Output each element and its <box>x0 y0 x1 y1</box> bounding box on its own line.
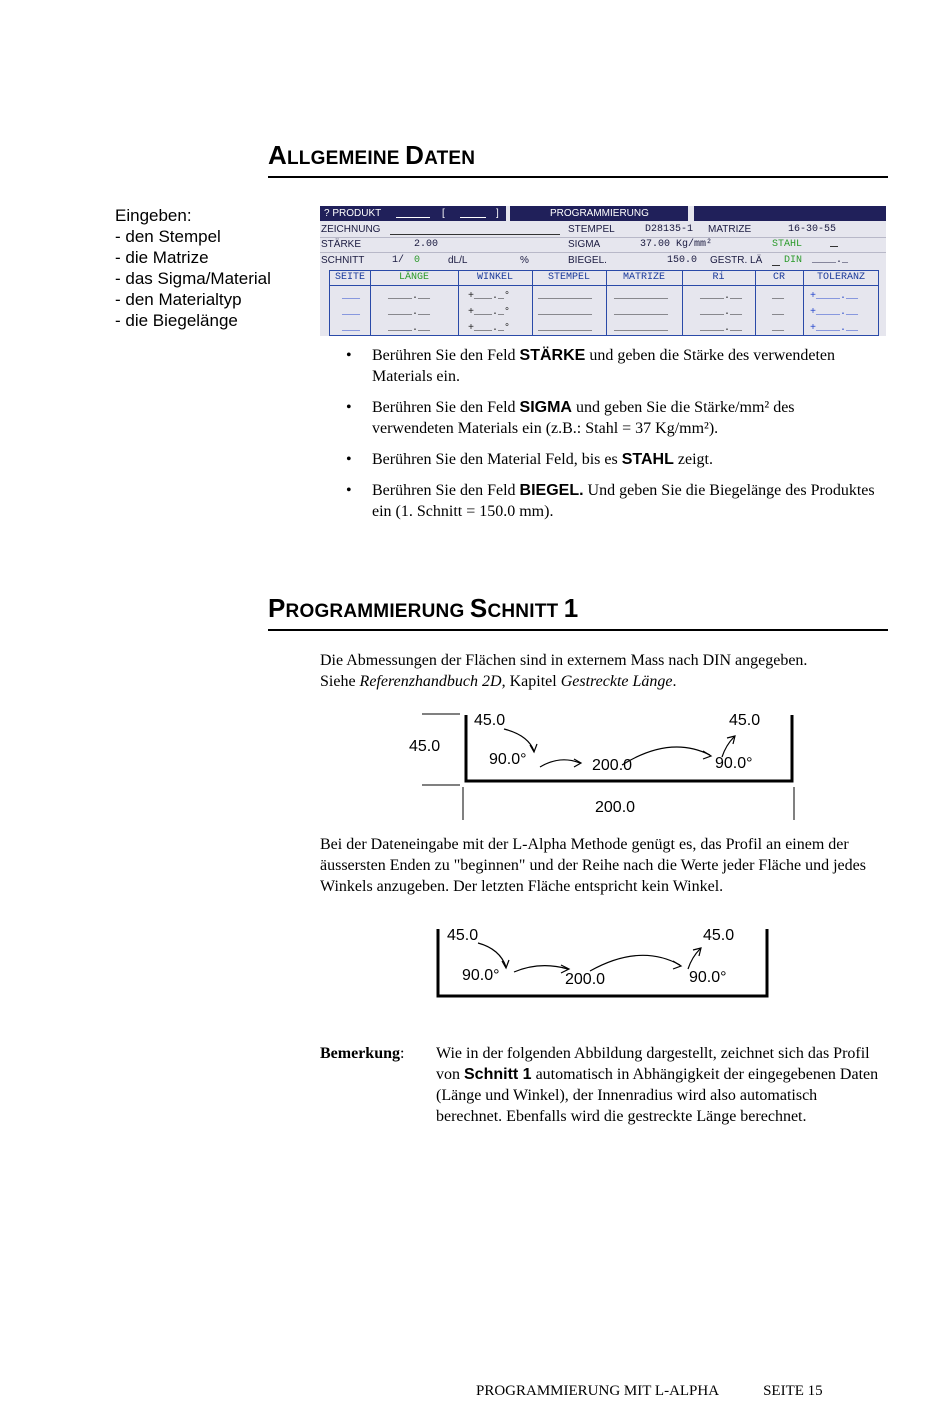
dl-label: dL/L <box>448 255 468 266</box>
arrow-icon <box>590 955 680 971</box>
column-header-seite: SEITE <box>334 272 365 283</box>
matrize-label: MATRIZE <box>708 224 752 235</box>
dimension-paragraph: Die Abmessungen der Flächen sind in externem Mass nach DIN angegeben. Siehe Referenzhandbuch 2D, Kapitel Gestreckte Länge. <box>320 652 808 690</box>
cell-toleranz: +____.__ <box>810 291 859 302</box>
arrow-icon <box>478 943 506 967</box>
input-list-item: - die Biegelänge <box>115 311 238 330</box>
cell-winkel: +___._° <box>468 291 511 302</box>
bullet-icon: • <box>346 482 352 499</box>
arrow-icon <box>574 759 581 767</box>
cell-seite: ___ <box>342 291 361 302</box>
arrow-icon <box>540 760 580 767</box>
bullet-icon: • <box>346 451 352 468</box>
cell-toleranz: +____.__ <box>810 323 859 334</box>
biegel-label: BIEGEL. <box>568 255 607 266</box>
section-title-allgemeine-daten: ALLGEMEINE DATEN <box>268 140 888 178</box>
zeichnung-field <box>390 234 560 235</box>
note-label: Bemerkung: <box>320 1045 405 1062</box>
gestr-label: GESTR. LÄ <box>710 255 763 266</box>
input-list-heading: Eingeben: <box>115 206 192 225</box>
product-number-field <box>460 206 486 218</box>
instruction-item: • Berühren Sie den Material Feld, bis es STAHL zeigt. <box>346 451 713 468</box>
cell-cr: __ <box>772 307 785 318</box>
din-value: ____._ <box>812 255 849 266</box>
page-footer <box>476 1383 823 1400</box>
staerke-label: STÄRKE <box>321 239 362 250</box>
cell-ri: ____.__ <box>700 323 743 334</box>
cell-winkel: +___._° <box>468 307 511 318</box>
row-schnitt <box>320 254 886 268</box>
row-staerke <box>320 238 886 252</box>
stempel-label: STEMPEL <box>568 224 615 235</box>
cell-laenge: ____.__ <box>388 291 431 302</box>
cell-cr: __ <box>772 323 785 334</box>
cell-cr: __ <box>772 291 785 302</box>
footer-chapter: PROGRAMMIERUNG MIT L-ALPHA <box>476 1383 720 1399</box>
arrow-icon <box>722 737 734 757</box>
input-list-item: - den Stempel <box>115 227 221 246</box>
arrow-icon <box>622 747 710 765</box>
base-length: 200.0 <box>592 757 633 774</box>
right-bend-angle: 90.0° <box>715 755 753 772</box>
l-alpha-paragraph: Bei der Dateneingabe mit der L-Alpha Methode genügt es, das Profil an einem der äussersten Enden zu "beginnen" und der Reihe nach die Werte jeder Fläche und jedes Winkels anzugeben. Der letzten Fläche entspricht kein Winkel. <box>320 836 866 895</box>
arrow-icon <box>504 729 534 751</box>
row-zeichnung <box>320 223 886 237</box>
product-field <box>396 206 430 218</box>
instruction-item: • Berühren Sie den Feld SIGMA und geben Sie die Stärke/mm² des verwendeten Materials ein (z.B.: Stahl = 37 Kg/mm²). <box>346 399 795 437</box>
input-list-item: - den Materialtyp <box>115 290 242 309</box>
cell-laenge: ____.__ <box>388 307 431 318</box>
column-header-toleranz: TOLERANZ <box>816 272 865 283</box>
cell-seite: ___ <box>342 307 361 318</box>
instruction-list <box>346 345 876 532</box>
cell-seite: ___ <box>342 323 361 334</box>
material-type-field <box>830 246 838 247</box>
cell-stempel: _________ <box>538 307 593 318</box>
input-list <box>115 205 271 331</box>
gestr-field <box>772 265 780 266</box>
stempel-value: D28135-1 <box>645 224 694 235</box>
overall-width-dimension: 200.0 <box>595 799 636 816</box>
row-divider <box>320 252 886 253</box>
biegel-value: 150.0 <box>667 255 698 266</box>
right-bend-angle: 90.0° <box>689 969 727 986</box>
percent-label: % <box>520 255 529 266</box>
cell-laenge: ____.__ <box>388 323 431 334</box>
cell-matrize: _________ <box>614 323 669 334</box>
bullet-icon: • <box>346 347 352 364</box>
zeichnung-label: ZEICHNUNG <box>321 224 381 235</box>
cell-stempel: _________ <box>538 323 593 334</box>
schnitt-label: SCHNITT <box>321 255 365 266</box>
note-text: Wie in der folgenden Abbildung dargestellt, zeichnet sich das Profil von Schnitt 1 automatisch in Abhängigkeit der eingegebenen Daten (Länge und Winkel), der Innenradius wird also automatisch berechnet. Ebenfalls wird die gestreckte Länge berechnet. <box>436 1045 879 1125</box>
sigma-value: 37.00 Kg/mm² <box>640 239 713 250</box>
section-title-programmierung-schnitt-1: PROGRAMMIERUNG SCHNITT 1 <box>268 593 888 631</box>
left-flange-length: 45.0 <box>474 712 506 729</box>
right-flange-length: 45.0 <box>703 927 735 944</box>
right-flange-length: 45.0 <box>729 712 761 729</box>
column-header-stempel: STEMPEL <box>547 272 590 283</box>
cell-ri: ____.__ <box>700 307 743 318</box>
header-bar-right <box>694 206 886 221</box>
material-value: STAHL <box>772 239 803 250</box>
column-header-winkel: WINKEL <box>476 272 513 283</box>
face-table <box>329 270 879 336</box>
column-header-laenge: LÄNGE <box>398 272 429 283</box>
cell-toleranz: +____.__ <box>810 307 859 318</box>
column-header-ri: Ri <box>712 272 725 283</box>
input-list-item: - das Sigma/Material <box>115 269 271 288</box>
arrow-icon <box>688 949 700 969</box>
matrize-value: 16-30-55 <box>788 224 837 235</box>
cell-stempel: _________ <box>538 291 593 302</box>
left-flange-length: 45.0 <box>447 927 479 944</box>
flange-height-dimension: 45.0 <box>409 738 441 755</box>
column-header-cr: CR <box>772 272 785 283</box>
din-label: DIN <box>784 255 803 266</box>
sigma-label: SIGMA <box>568 239 601 250</box>
column-header-matrize: MATRIZE <box>622 272 665 283</box>
schnitt-value: 1/ <box>392 255 405 266</box>
cell-ri: ____.__ <box>700 291 743 302</box>
programming-tab: PROGRAMMIERUNG <box>510 206 688 221</box>
base-length: 200.0 <box>565 971 606 988</box>
instruction-item: • Berühren Sie den Feld BIEGEL. Und geben Sie die Biegelänge des Produktes ein (1. Schnitt = 150.0 mm). <box>346 482 875 520</box>
left-bend-angle: 90.0° <box>462 967 500 984</box>
staerke-value: 2.00 <box>414 239 439 250</box>
input-list-item: - die Matrize <box>115 248 209 267</box>
arrow-icon <box>673 961 681 969</box>
cell-matrize: _________ <box>614 307 669 318</box>
left-bend-angle: 90.0° <box>489 751 527 768</box>
product-bar: ? PRODUKT [ ] <box>320 206 506 221</box>
schnitt-zero: 0 <box>414 255 421 266</box>
arrow-icon <box>703 751 711 759</box>
arrow-icon <box>514 966 568 972</box>
bullet-icon: • <box>346 399 352 416</box>
programming-screen <box>320 206 886 336</box>
instruction-item: • Berühren Sie den Feld STÄRKE und geben die Stärke des verwendeten Materials ein. <box>346 347 835 385</box>
cell-winkel: +___._° <box>468 323 511 334</box>
page-number: SEITE 15 <box>763 1383 823 1399</box>
cell-matrize: _________ <box>614 291 669 302</box>
